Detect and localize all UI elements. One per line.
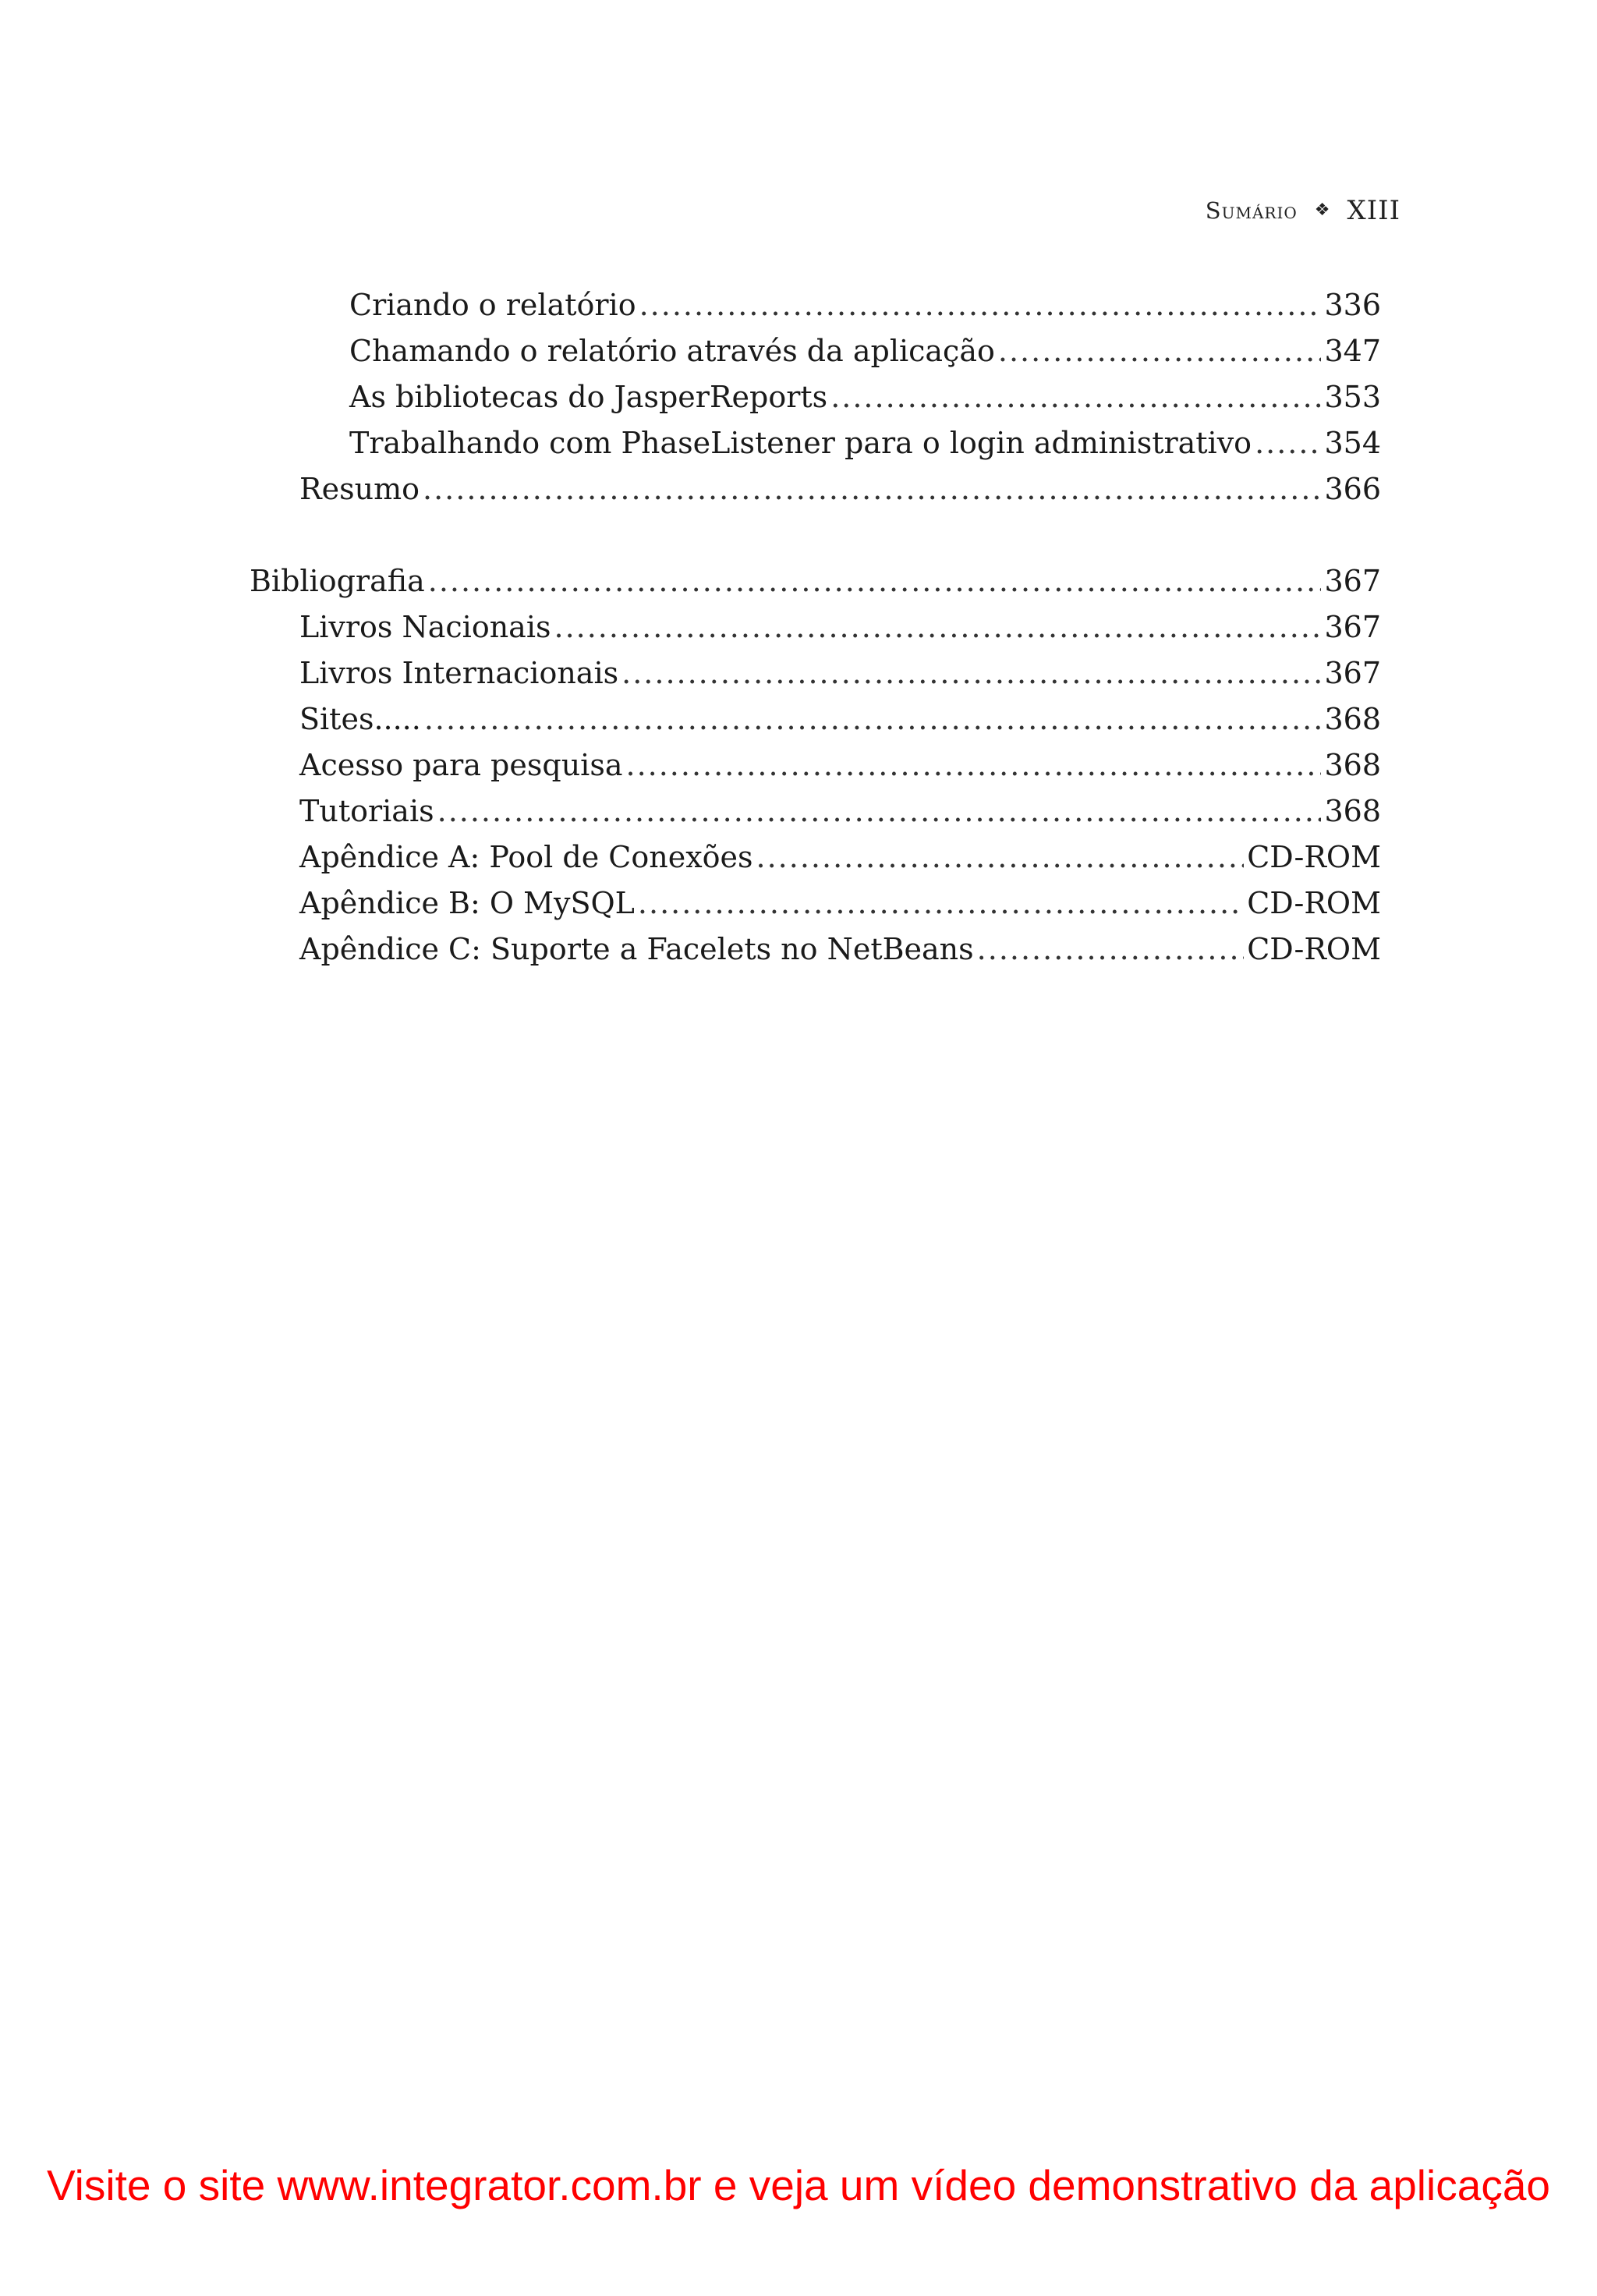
toc-entry-page: 347 — [1324, 334, 1381, 368]
toc-entry-label: Trabalhando com PhaseListener para o login administrativo — [349, 426, 1252, 460]
toc-entry — [299, 834, 1381, 880]
toc-entry — [299, 650, 1381, 696]
dot-leader — [437, 788, 1322, 834]
toc-entry — [250, 558, 1381, 604]
toc-entry-page: 366 — [1324, 472, 1381, 506]
toc-entry-page: 368 — [1324, 794, 1381, 828]
dot-leader — [424, 696, 1322, 742]
toc-entry-label: Bibliografia — [250, 564, 425, 598]
toc-entry — [299, 788, 1381, 834]
page-number: XIII — [1347, 195, 1400, 226]
toc-entry-label: Apêndice B: O MySQL — [299, 886, 635, 920]
toc-entry — [299, 927, 1381, 972]
toc-entry-page: 353 — [1324, 380, 1381, 414]
toc-entry — [299, 696, 1381, 742]
toc-entry-page: 367 — [1324, 656, 1381, 690]
toc-entry — [299, 466, 1381, 512]
dot-leader — [625, 742, 1321, 788]
toc-entry — [299, 604, 1381, 650]
promo-link-text: Visite o site www.integrator.com.br e veja um vídeo demonstrativo da aplicação — [46, 2161, 1550, 2209]
toc-entry-label: Livros Nacionais — [299, 610, 551, 644]
dot-leader — [756, 834, 1245, 880]
dot-leader — [977, 927, 1245, 972]
toc-entry-page: CD-ROM — [1247, 840, 1381, 874]
running-header — [1206, 195, 1400, 226]
toc-entry-page: 336 — [1324, 288, 1381, 322]
toc-entry-label: Resumo — [299, 472, 420, 506]
toc-entry-label: Livros Internacionais — [299, 656, 619, 690]
dot-leader — [1255, 420, 1321, 466]
toc-entry — [299, 742, 1381, 788]
toc-entry-label: Chamando o relatório através da aplicação — [349, 334, 995, 368]
toc-entry-page: 368 — [1324, 748, 1381, 782]
dot-leader — [998, 328, 1322, 374]
dot-leader — [639, 282, 1322, 328]
toc-entry-page: 354 — [1324, 426, 1381, 460]
toc-entry — [349, 420, 1381, 466]
toc-entry-label: Apêndice C: Suporte a Facelets no NetBeans — [299, 932, 974, 966]
toc-entry-page: CD-ROM — [1247, 932, 1381, 966]
toc-entry-label: Apêndice A: Pool de Conexões — [299, 840, 753, 874]
toc-entry — [349, 328, 1381, 374]
dot-leader — [423, 466, 1321, 512]
toc-entry-label: As bibliotecas do JasperReports — [349, 380, 828, 414]
toc-entry-page: 367 — [1324, 564, 1381, 598]
diamond-ornament-icon: ❖ — [1314, 200, 1330, 220]
toc-entry — [299, 880, 1381, 926]
toc-entry-page: 368 — [1324, 702, 1381, 736]
dot-leader — [428, 558, 1322, 604]
toc-entry — [349, 374, 1381, 420]
toc-entry — [349, 282, 1381, 328]
dot-leader — [830, 374, 1321, 420]
dot-leader — [638, 880, 1244, 926]
running-header-section: Sumário — [1205, 197, 1298, 224]
dot-leader — [554, 604, 1321, 650]
dot-leader — [621, 650, 1321, 696]
toc-entry-page: 367 — [1324, 610, 1381, 644]
toc-entry-label: Tutoriais — [299, 794, 434, 828]
toc-entry-label: Sites..... — [299, 702, 421, 736]
toc-entry-label: Acesso para pesquisa — [299, 748, 623, 782]
toc-entry-page: CD-ROM — [1247, 886, 1381, 920]
toc-entry-label: Criando o relatório — [349, 288, 636, 322]
